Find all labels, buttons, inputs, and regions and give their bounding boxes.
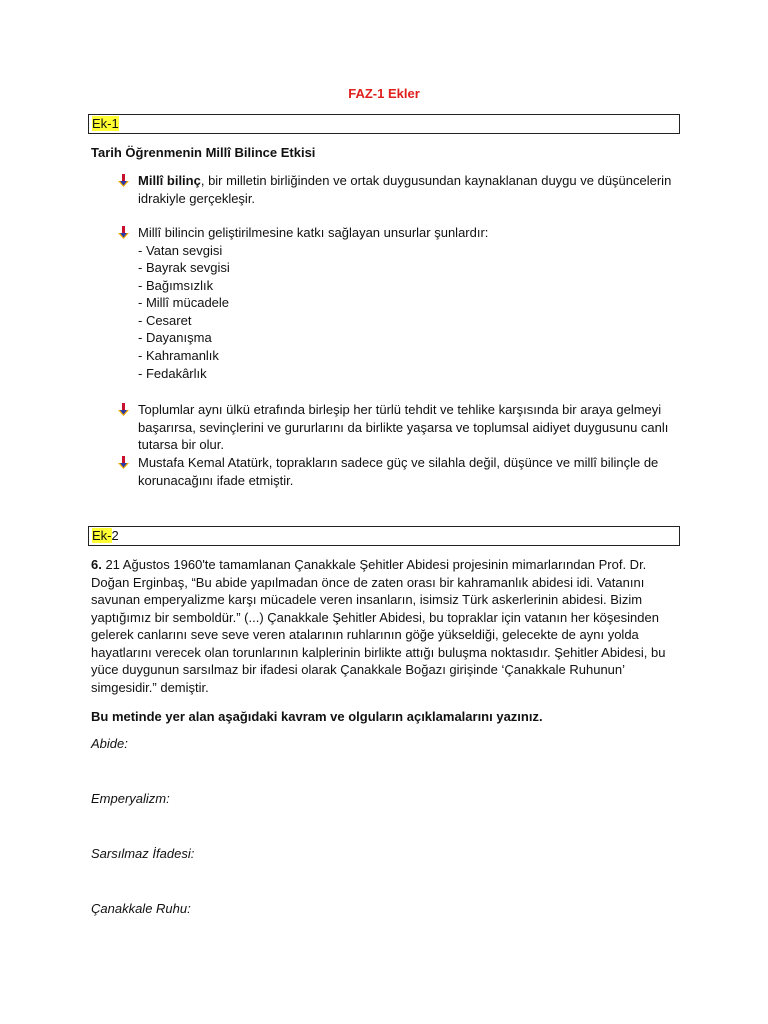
list-item: - Fedakârlık <box>138 365 207 381</box>
bullet-arrow-icon <box>114 173 134 189</box>
ek2-box <box>88 526 680 546</box>
list-item: - Dayanışma <box>138 330 212 346</box>
ek1-box <box>88 114 680 134</box>
bullet-arrow-icon <box>114 402 134 418</box>
term-emperyalizm: Emperyalizm: <box>91 791 170 806</box>
section-heading: Tarih Öğrenmenin Millî Bilince Etkisi <box>91 145 316 160</box>
bullet-1-rest: , bir milletin birliğinden ve ortak duygusundan kaynaklanan duygu ve düşüncelerin idrakiyle gerçekleşir. <box>138 173 672 206</box>
page-title: FAZ-1 Ekler <box>348 86 420 101</box>
bullet-arrow-icon <box>114 225 134 241</box>
term-abide: Abide: <box>91 736 128 751</box>
list-item: - Bayrak sevgisi <box>138 260 230 276</box>
ek1-label: Ek-1 <box>92 116 119 131</box>
list-item: - Millî mücadele <box>138 295 230 311</box>
term-canakkale-ruhu: Çanakkale Ruhu: <box>91 901 191 916</box>
ek2-label-rest: 2 <box>111 528 119 543</box>
list-item: - Kahramanlık <box>138 348 219 364</box>
unsurlar-list <box>138 242 678 383</box>
question-instruction: Bu metinde yer alan aşağıdaki kavram ve olguların açıklamalarını yazınız. <box>91 709 543 724</box>
list-item: - Vatan sevgisi <box>138 242 223 258</box>
bullet-2-intro: Millî bilincin geliştirilmesine katkı sağlayan unsurlar şunlardır: <box>138 225 489 240</box>
bullet-2-text <box>138 224 678 382</box>
list-item: - Bağımsızlık <box>138 277 214 293</box>
bullet-1-text <box>138 172 678 207</box>
bullet-1-bold: Millî bilinç <box>138 173 201 188</box>
list-item: - Cesaret <box>138 312 192 328</box>
bullet-arrow-icon <box>114 455 134 471</box>
question-paragraph <box>91 556 681 696</box>
question-number: 6. <box>91 557 102 572</box>
ek2-label: Ek- <box>92 528 112 543</box>
term-sarsilmaz-ifadesi: Sarsılmaz İfadesi: <box>91 846 195 861</box>
bullet-3-text: Toplumlar aynı ülkü etrafında birleşip her türlü tehdit ve tehlike karşısında bir araya gelmeyi başarırsa, sevinçlerini ve gururlarını da birlikte yaşarsa ve toplumsal aidiyet duygusunu canlı tutarsa bir olur. <box>138 402 669 452</box>
bullet-4-text: Mustafa Kemal Atatürk, toprakların sadece güç ve silahla değil, düşünce ve millî bilinçle de korunacağını ifade etmiştir. <box>138 455 659 488</box>
question-text: 21 Ağustos 1960'te tamamlanan Çanakkale Şehitler Abidesi projesinin mimarlarından Prof. Dr. Doğan Erginbaş, “Bu abide yapılmadan önce de zaten orası bir kahramanlık abidesi idi. Vatanını savunan emperyalizme karşı mücadele veren insanların, isimsiz Türk askerlerinin abidesi. Bizim yaptığımız bir semboldür.” (...) Çanakkale Şehitler Abidesi, bu topraklar için vatanın her köşesinden gelerek canlarını seve seve veren atalarının ruhlarının göğe yükseldiği, gelecekte de aynı yolda hayatlarını verecek olan torunlarının kalplerinin birlikte attığı buluşma noktasıdır. Şehitler Abidesi, bu yüce duygunun sarsılmaz bir ifadesi olarak Çanakkale Boğazı girişinde ‘Çanakkale Ruhunun’ simgesidir.” demiştir. <box>91 557 666 695</box>
